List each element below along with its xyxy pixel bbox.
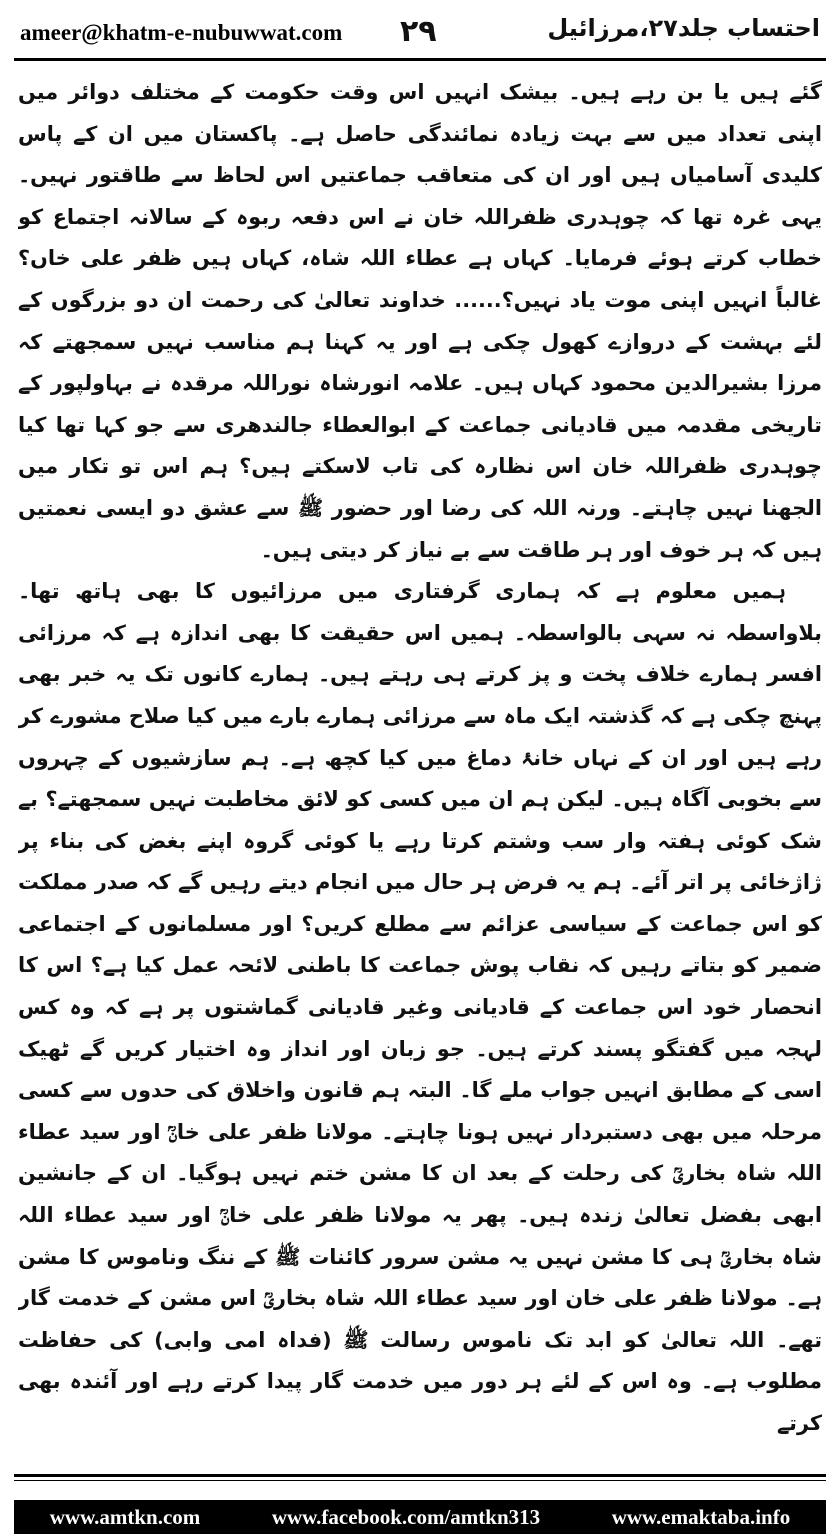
footer-divider-thin (14, 1480, 826, 1481)
footer-link-emaktaba[interactable]: www.emaktaba.info (611, 1504, 791, 1529)
page-number: ۲۹ (400, 14, 437, 49)
header-divider (14, 58, 826, 61)
page-body (18, 72, 822, 1462)
paragraph-1: گئے ہیں یا بن رہے ہیں۔ بیشک انہیں اس وقت حکومت کے مختلف دوائر میں اپنی تعداد میں سے بہت زیادہ نمائندگی حاصل ہے۔ پاکستان میں ان کے پاس کلیدی آسامیاں ہیں اور ان کی متعاقب جماعتیں اس لحاظ سے طاقتور نہیں۔ یہی غرہ تھا کہ چوہدری ظفراللہ خان نے اس دفعہ ربوہ کے سالانہ اجتماع کو خطاب کرتے ہوئے فرمایا۔ کہاں ہے عطاء اللہ شاہ، کہاں ہیں ظفر علی خاں؟ غالباً انہیں اپنی موت یاد نہیں؟...... خداوند تعالیٰ کی رحمت ان دو بزرگوں کے لئے بہشت کے دروازے کھول چکی ہے اور یہ کہنا ہم مناسب نہیں سمجھتے کہ مرزا بشیرالدین محمود کہاں ہیں۔ علامہ انورشاہ نوراللہ مرقدہ نے بہاولپور کے تاریخی مقدمہ میں قادیانی جماعت کے ابوالعطاء جالندھری سے جو کہا تھا کیا چوہدری ظفراللہ خان اس نظارہ کی تاب لاسکتے ہیں؟ ہم اس تو تکار میں الجھنا نہیں چاہتے۔ ورنہ اللہ کی رضا اور حضور ﷺ سے عشق دو ایسی نعمتیں ہیں کہ ہر خوف اور ہر طاقت سے بے نیاز کر دیتی ہیں۔ (18, 80, 822, 562)
book-title: احتساب جلد۲۷،مرزائیل (547, 14, 820, 42)
footer-bar (14, 1500, 826, 1534)
footer-divider (14, 1474, 826, 1477)
footer-link-facebook[interactable]: www.facebook.com/amtkn313 (271, 1504, 541, 1529)
footer-link-amtkn[interactable]: www.amtkn.com (49, 1504, 201, 1529)
page-header (0, 0, 840, 70)
paragraph-2: ہمیں معلوم ہے کہ ہماری گرفتاری میں مرزائیوں کا بھی ہاتھ تھا۔ بلاواسطہ نہ سہی بالواسطہ۔ ہمیں اس حقیقت کا بھی اندازہ ہے کہ مرزائی افسر ہمارے خلاف پخت و پز کرتے ہی رہتے ہیں۔ ہمارے کانوں تک یہ خبر بھی پہنچ چکی ہے کہ گذشتہ ایک ماہ سے مرزائی ہمارے بارے میں کیا صلاح مشورے کر رہے ہیں اور ان کے نہاں خانۂ دماغ میں کیا کچھ ہے۔ ہم سازشیوں کے چہروں سے بخوبی آگاہ ہیں۔ لیکن ہم ان میں کسی کو لائق مخاطبت نہیں سمجھتے؟ بے شک کوئی ہفتہ وار سب وشتم کرتا رہے یا کوئی گروہ اپنے بغض کی بناء پر ژاژخائی پر اتر آئے۔ ہم یہ فرض ہر حال میں انجام دیتے رہیں گے کہ صدر مملکت کو اس جماعت کے سیاسی عزائم سے مطلع کریں؟ اور مسلمانوں کے اجتماعی ضمیر کو بتاتے رہیں کہ نقاب پوش جماعت کا باطنی لائحہ عمل کیا ہے؟ اس کا انحصار خود اس جماعت کے قادیانی وغیر قادیانی گماشتوں پر ہے کہ وہ کس لہجہ میں گفتگو پسند کرتے ہیں۔ جو زبان اور انداز وہ اختیار کریں گے ٹھیک اسی کے مطابق انہیں جواب ملے گا۔ البتہ ہم قانون واخلاق کی حدوں سے کسی مرحلہ میں بھی دستبردار نہیں ہونا چاہتے۔ مولانا ظفر علی خانؒ اور سید عطاء اللہ شاہ بخاریؒ کی رحلت کے بعد ان کا مشن ختم نہیں ہوگیا۔ ان کے جانشین ابھی بفضل تعالیٰ زندہ ہیں۔ پھر یہ مولانا ظفر علی خانؒ اور سید عطاء اللہ شاہ بخاریؒ ہی کا مشن نہیں یہ مشن سرور کائنات ﷺ کے ننگ وناموس کا مشن ہے۔ مولانا ظفر علی خان اور سید عطاء اللہ شاہ بخاریؒ اس مشن کے خدمت گار تھے۔ اللہ تعالیٰ کو ابد تک ناموس رسالت ﷺ (فداہ امی وابی) کی حفاظت مطلوب ہے۔ وہ اس کے لئے ہر دور میں خدمت گار پیدا کرتے رہے اور آئندہ بھی کرتے (18, 579, 822, 1435)
header-email[interactable]: ameer@khatm-e-nubuwwat.com (20, 20, 343, 45)
